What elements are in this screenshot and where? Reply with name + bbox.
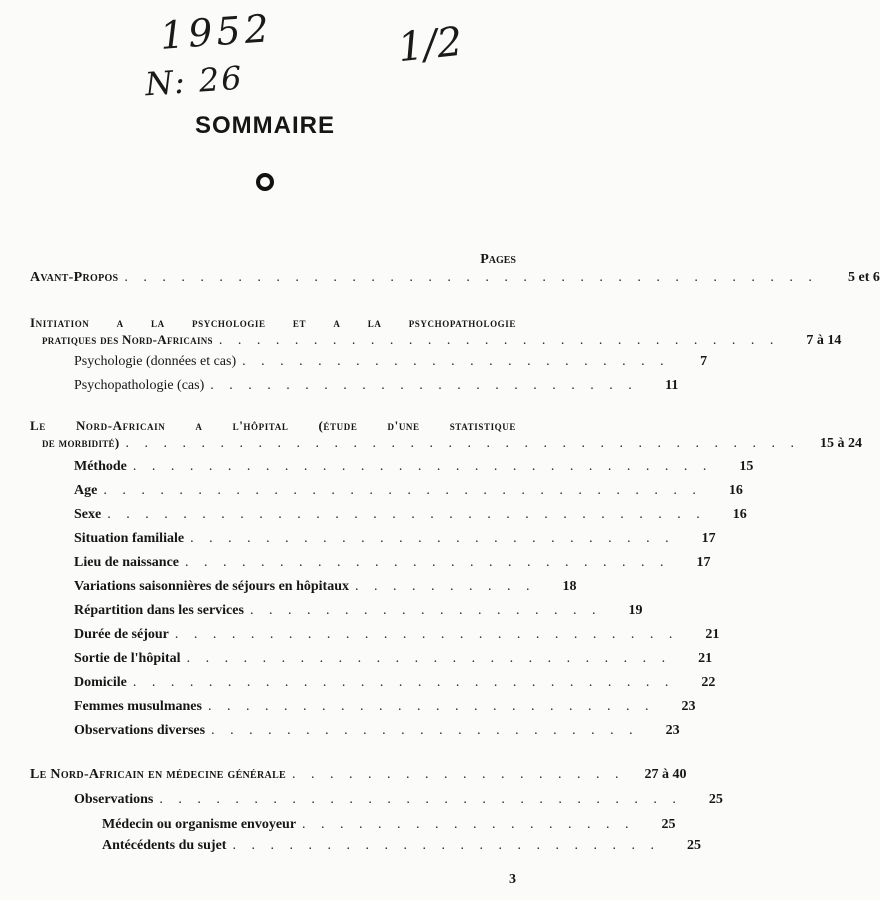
toc-entry <box>74 553 711 573</box>
toc-entry-pages: 15 à 24 <box>820 436 862 451</box>
pages-column-header: Pages <box>480 252 516 267</box>
leader-dots: . . . . . . . . . . . . . . . . . . . . . . . . . . . <box>174 627 679 642</box>
leader-dots: . . . . . . . . . . . . . . . . . . . . . . . . . . . . . . <box>218 333 780 348</box>
toc-entry-avant-propos <box>30 268 880 288</box>
handwritten-fraction: 1/2 <box>395 18 465 72</box>
leader-dots: . . . . . . . . . . . . . . . . . . . . . . . . . . . . . . . . . . . . <box>125 436 800 451</box>
toc-entry-initiation <box>42 330 842 350</box>
toc-entry-pages: 22 <box>701 675 716 690</box>
leader-dots: . . . . . . . . . . . . . . . . . . . . . . . . . . . . . . . . <box>103 483 702 498</box>
toc-entry <box>74 625 720 645</box>
toc-entry-pages: 23 <box>665 723 680 738</box>
toc-entry-label: Psychopathologie (cas) <box>74 378 205 393</box>
toc-entry-pages: 7 à 14 <box>806 333 842 348</box>
toc-entry-pages: 27 à 40 <box>644 767 687 782</box>
toc-entry-label: Durée de séjour <box>74 627 169 642</box>
toc-entry-pages: 7 <box>700 354 708 369</box>
toc-entry-hopital <box>42 433 862 453</box>
toc-entry <box>74 649 713 669</box>
toc-entry <box>74 601 643 621</box>
toc-entry-label: Sexe <box>74 507 102 522</box>
toc-entry-pages: 19 <box>628 603 643 618</box>
toc-entry-label: Femmes musulmanes <box>74 699 202 714</box>
toc-entry-pages: 17 <box>696 555 711 570</box>
leader-dots: . . . . . . . . . . . . . . . . . . . . . . . <box>242 354 670 369</box>
leader-dots: . . . . . . . . . . . . . . . . . . . <box>249 603 602 618</box>
toc-entry <box>74 673 716 693</box>
toc-entry-pages: 11 <box>665 378 679 393</box>
leader-dots: . . . . . . . . . . . . . . . . . . <box>292 767 625 782</box>
leader-dots: . . . . . . . . . . . . . . . . . . . . . . . . <box>207 699 655 714</box>
leader-dots: . . . . . . . . . . . . . . . . . . . . . . . . . . . . . . . . . . . . . <box>124 270 818 285</box>
toc-entry <box>74 529 716 549</box>
leader-dots: . . . . . . . . . . . . . . . . . . . . . . . . . . . . . <box>132 675 675 690</box>
toc-entry-pages: 16 <box>728 483 743 498</box>
toc-entry-label: Sortie de l'hôpital <box>74 651 181 666</box>
toc-entry-label: Antécédents du sujet <box>102 838 227 853</box>
toc-entry <box>74 577 577 597</box>
toc-entry-pages: 21 <box>698 651 713 666</box>
toc-entry-pages: 25 <box>661 817 676 832</box>
leader-dots: . . . . . . . . . . . . . . . . . . . . . . . <box>232 838 660 853</box>
toc-entry-pages: 5 et 6 <box>848 270 880 285</box>
leader-dots: . . . . . . . . . . . . . . . . . . . . . . . <box>211 723 639 738</box>
toc-entry <box>74 352 708 372</box>
toc-entry-medecine-generale <box>30 765 687 785</box>
leader-dots: . . . . . . . . . . . . . . . . . . . . . . . <box>210 378 638 393</box>
leader-dots: . . . . . . . . . . <box>354 579 536 594</box>
toc-entry-label: Situation familiale <box>74 531 185 546</box>
toc-entry-pages: 17 <box>701 531 716 546</box>
toc-entry-label-line2: pratiques des Nord-Africains <box>42 332 213 347</box>
leader-dots: . . . . . . . . . . . . . . . . . . <box>302 817 635 832</box>
toc-entry-label: Variations saisonnières de séjours en hôpitaux <box>74 579 349 594</box>
toc-entry-label-line2: de morbidité) <box>42 435 120 450</box>
toc-entry-label-line1: Initiation a la psychologie et a la psychopathologie <box>30 315 516 330</box>
handwritten-year: 1952 <box>158 6 275 58</box>
toc-entry <box>74 457 754 477</box>
toc-entry <box>74 790 723 810</box>
toc-entry <box>74 481 743 501</box>
leader-dots: . . . . . . . . . . . . . . . . . . . . . . . . . . . . . . . . <box>107 507 706 522</box>
toc-entry-pages: 23 <box>681 699 696 714</box>
leader-dots: . . . . . . . . . . . . . . . . . . . . . . . . . . . . . . . <box>132 459 713 474</box>
toc-entry <box>74 376 679 396</box>
page-number: 3 <box>509 872 516 887</box>
leader-dots: . . . . . . . . . . . . . . . . . . . . . . . . . . . . <box>159 792 682 807</box>
toc-entry-pages: 18 <box>562 579 577 594</box>
toc-entry <box>74 697 696 717</box>
toc-entry-pages: 25 <box>686 838 701 853</box>
toc-entry-pages: 16 <box>732 507 747 522</box>
ring-ornament-icon <box>256 173 274 191</box>
toc-entry-label: Observations diverses <box>74 723 206 738</box>
toc-entry-label: Répartition dans les services <box>74 603 244 618</box>
toc-entry-label: Méthode <box>74 459 127 474</box>
handwritten-number: N: 26 <box>143 58 245 104</box>
toc-entry <box>74 505 747 525</box>
toc-entry-label: Médecin ou organisme envoyeur <box>102 817 297 832</box>
toc-entry-pages: 15 <box>739 459 754 474</box>
toc-entry-pages: 21 <box>705 627 720 642</box>
toc-entry-label: Age <box>74 483 98 498</box>
toc-entry-pages: 25 <box>708 792 723 807</box>
page-title: SOMMAIRE <box>195 112 335 139</box>
toc-entry-label: Lieu de naissance <box>74 555 180 570</box>
toc-entry-label: Psychologie (données et cas) <box>74 354 237 369</box>
toc-entry <box>102 836 701 856</box>
toc-entry-label-line1: Le Nord-Africain a l'hôpital (étude d'une statistique <box>30 418 516 433</box>
leader-dots: . . . . . . . . . . . . . . . . . . . . . . . . . . <box>190 531 675 546</box>
toc-entry <box>102 815 676 835</box>
leader-dots: . . . . . . . . . . . . . . . . . . . . . . . . . . <box>185 555 670 570</box>
toc-entry-label: Domicile <box>74 675 127 690</box>
toc-entry-label: Avant-Propos <box>30 270 119 285</box>
toc-entry-label: Observations <box>74 792 154 807</box>
toc-entry-label: Le Nord-Africain en médecine générale <box>30 767 287 782</box>
toc-entry <box>74 721 680 741</box>
leader-dots: . . . . . . . . . . . . . . . . . . . . . . . . . . <box>186 651 672 666</box>
